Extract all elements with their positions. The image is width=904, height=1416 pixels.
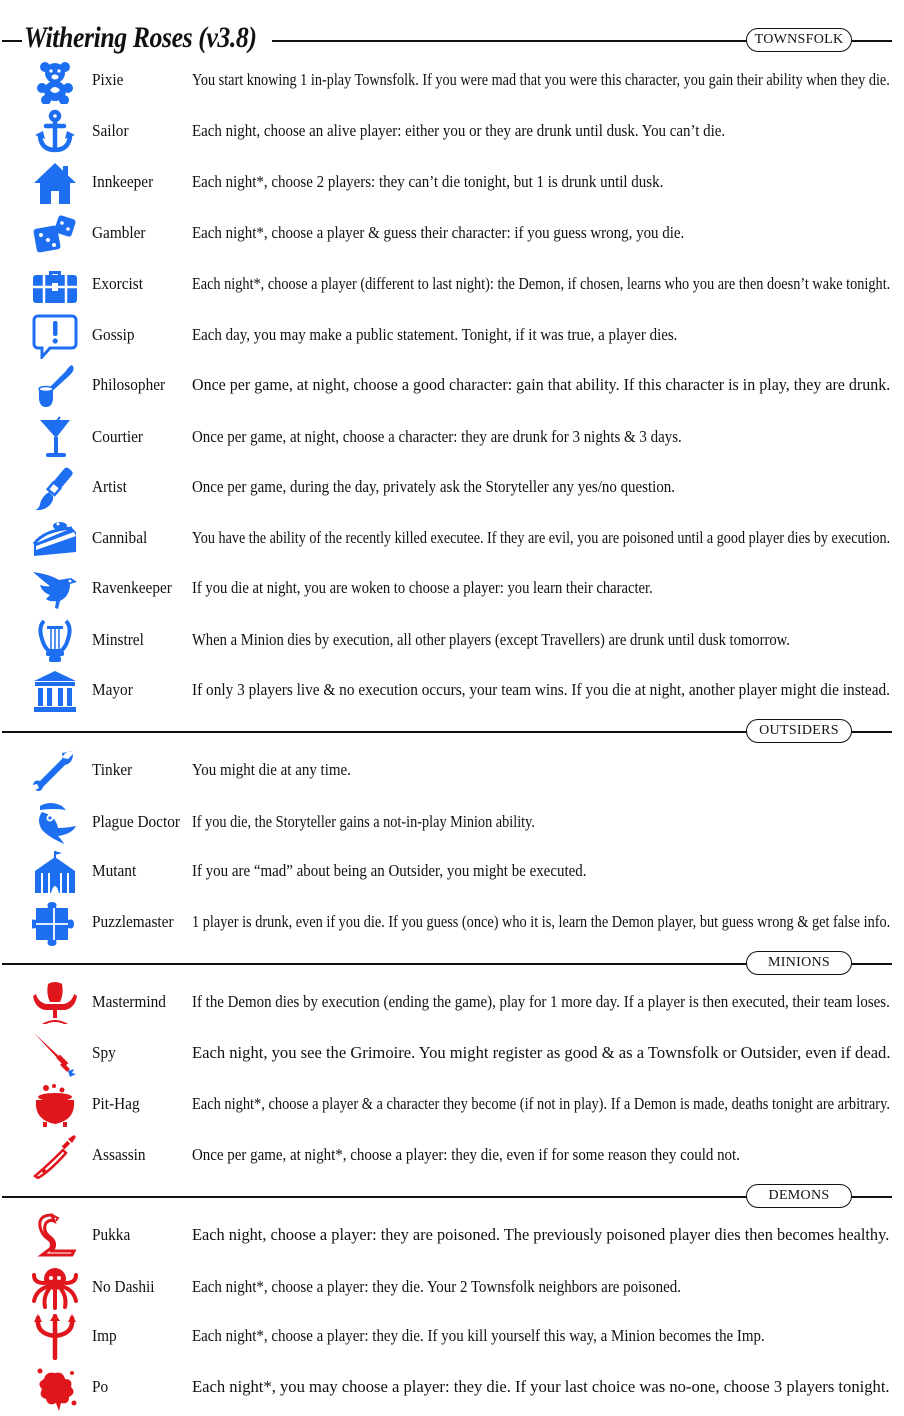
- character-row-artist: [0, 462, 904, 512]
- character-ability: Once per game, at night, choose a good character: gain that ability. If this character is in play, they are drunk.: [192, 375, 891, 394]
- character-ability: You start knowing 1 in-play Townsfolk. If you were mad that you were this character, you gain their ability when they die.: [192, 70, 890, 89]
- character-name: Spy: [92, 1043, 116, 1062]
- character-ability: Once per game, during the day, privately ask the Storyteller any yes/no question.: [192, 477, 676, 496]
- briefcase-icon: [32, 262, 78, 308]
- character-ability: If you are “mad” about being an Outsider, you might be executed.: [192, 861, 587, 880]
- character-row-philosopher: [0, 360, 904, 410]
- throne-icon: [32, 980, 78, 1026]
- section-label-townsfolk: TOWNSFOLK: [746, 28, 852, 52]
- character-name: Pukka: [92, 1225, 131, 1244]
- character-ability: You might die at any time.: [192, 760, 351, 779]
- character-ability: Each night*, choose a player: they die. If you kill yourself this way, a Minion becomes the Imp.: [192, 1326, 765, 1345]
- character-row-cannibal: [0, 513, 904, 563]
- character-row-exorcist: [0, 259, 904, 309]
- anchor-icon: [32, 109, 78, 155]
- character-name: Sailor: [92, 121, 129, 140]
- character-ability: Each night*, you may choose a player: they die. If your last choice was no-one, choose 3 players tonight.: [192, 1377, 890, 1396]
- character-row-assassin: [0, 1130, 904, 1180]
- knife-icon: [32, 1133, 78, 1179]
- character-row-pit-hag: [0, 1079, 904, 1129]
- character-ability: If only 3 players live & no execution occurs, your team wins. If you die at night, another player might die instead.: [192, 680, 891, 699]
- character-name: Pixie: [92, 70, 124, 89]
- character-name: Tinker: [92, 760, 133, 779]
- circus-tent-icon: [32, 849, 78, 895]
- town-hall-icon: [32, 668, 78, 714]
- cocktail-glass-icon: [32, 415, 78, 461]
- raven-icon: [32, 566, 78, 612]
- character-name: Cannibal: [92, 528, 148, 547]
- character-row-spy: [0, 1028, 904, 1078]
- character-name: Pit-Hag: [92, 1094, 140, 1113]
- paintbrush-icon: [32, 465, 78, 511]
- character-name: Gossip: [92, 325, 135, 344]
- character-ability: 1 player is drunk, even if you die. If you guess (once) who it is, learn the Demon player, but guess wrong & get false info.: [192, 912, 891, 931]
- character-row-pukka: [0, 1210, 904, 1260]
- section-label-minions: MINIONS: [746, 951, 852, 975]
- character-name: Ravenkeeper: [92, 578, 172, 597]
- character-row-innkeeper: [0, 157, 904, 207]
- character-name: No Dashii: [92, 1277, 155, 1296]
- character-name: Minstrel: [92, 630, 144, 649]
- character-ability: Each day, you may make a public statement. Tonight, if it was true, a player dies.: [192, 325, 678, 344]
- character-name: Plague Doctor: [92, 812, 180, 831]
- dice-icon: [32, 211, 78, 257]
- character-name: Innkeeper: [92, 172, 154, 191]
- house-icon: [32, 160, 78, 206]
- character-row-minstrel: [0, 615, 904, 665]
- character-ability: Each night, choose an alive player: either you or they are drunk until dusk. You can’t die.: [192, 121, 726, 140]
- octopus-icon: [32, 1265, 78, 1311]
- character-ability: Each night, you see the Grimoire. You might register as good & as a Townsfolk or Outsider, even if dead.: [192, 1043, 891, 1062]
- character-name: Mayor: [92, 680, 133, 699]
- pie-icon: [32, 516, 78, 562]
- character-name: Mastermind: [92, 992, 166, 1011]
- character-name: Exorcist: [92, 274, 143, 293]
- character-name: Artist: [92, 477, 127, 496]
- character-name: Mutant: [92, 861, 137, 880]
- character-ability: Once per game, at night*, choose a player: they die, even if for some reason they could not.: [192, 1145, 740, 1164]
- character-row-mutant: [0, 846, 904, 896]
- script-title: Withering Roses (v3.8): [24, 21, 257, 54]
- character-ability: Once per game, at night, choose a character: they are drunk for 3 nights & 3 days.: [192, 427, 682, 446]
- teddy-bear-icon: [32, 58, 78, 104]
- character-row-imp: [0, 1311, 904, 1361]
- puzzle-piece-icon: [32, 900, 78, 946]
- blood-splat-icon: [32, 1365, 78, 1411]
- character-row-po: [0, 1362, 904, 1412]
- character-row-mastermind: [0, 977, 904, 1027]
- speech-bubble-icon: [32, 313, 78, 359]
- section-label-outsiders: OUTSIDERS: [746, 719, 852, 743]
- character-ability: If you die at night, you are woken to choose a player: you learn their character.: [192, 578, 653, 597]
- character-row-tinker: [0, 745, 904, 795]
- character-row-courtier: [0, 412, 904, 462]
- character-ability: You have the ability of the recently killed executee. If they are evil, you are poisoned until a good player dies by execution.: [192, 528, 891, 547]
- character-row-sailor: [0, 106, 904, 156]
- character-name: Philosopher: [92, 375, 166, 394]
- character-name: Puzzlemaster: [92, 912, 174, 931]
- character-row-pixie: [0, 55, 904, 105]
- character-row-gambler: [0, 208, 904, 258]
- trident-icon: [32, 1314, 78, 1360]
- character-name: Courtier: [92, 427, 143, 446]
- character-ability: Each night*, choose a player & guess their character: if you guess wrong, you die.: [192, 223, 685, 242]
- dagger-icon: [32, 1031, 78, 1077]
- plague-mask-icon: [32, 800, 78, 846]
- character-ability: If you die, the Storyteller gains a not-in-play Minion ability.: [192, 812, 535, 831]
- character-name: Po: [92, 1377, 109, 1396]
- character-name: Imp: [92, 1326, 117, 1345]
- section-label-demons: DEMONS: [746, 1184, 852, 1208]
- pipe-icon: [32, 363, 78, 409]
- character-name: Gambler: [92, 223, 146, 242]
- character-row-mayor: [0, 665, 904, 715]
- character-ability: Each night*, choose a player: they die. Your 2 Townsfolk neighbors are poisoned.: [192, 1277, 681, 1296]
- character-ability: Each night*, choose a player & a character they become (if not in play). If a Demon is made, deaths tonight are arbitrary.: [192, 1094, 890, 1113]
- lyre-icon: [32, 618, 78, 664]
- title-dash: [2, 40, 22, 42]
- character-row-gossip: [0, 310, 904, 360]
- character-ability: When a Minion dies by execution, all other players (except Travellers) are drunk until dusk tomorrow.: [192, 630, 790, 649]
- character-ability: Each night*, choose 2 players: they can’t die tonight, but 1 is drunk until dusk.: [192, 172, 664, 191]
- serpent-icon: [32, 1213, 78, 1259]
- character-row-plague-doctor: [0, 797, 904, 847]
- character-ability: Each night*, choose a player (different to last night): the Demon, if chosen, learns who you are then doesn’t wake tonight.: [192, 274, 891, 293]
- character-ability: If the Demon dies by execution (ending the game), play for 1 more day. If a player is then executed, their team loses.: [192, 992, 890, 1011]
- character-ability: Each night, choose a player: they are poisoned. The previously poisoned player dies then becomes healthy.: [192, 1225, 890, 1244]
- cauldron-icon: [32, 1082, 78, 1128]
- character-row-no-dashii: [0, 1262, 904, 1312]
- character-row-puzzlemaster: [0, 897, 904, 947]
- wrench-icon: [32, 748, 78, 794]
- character-row-ravenkeeper: [0, 563, 904, 613]
- character-name: Assassin: [92, 1145, 146, 1164]
